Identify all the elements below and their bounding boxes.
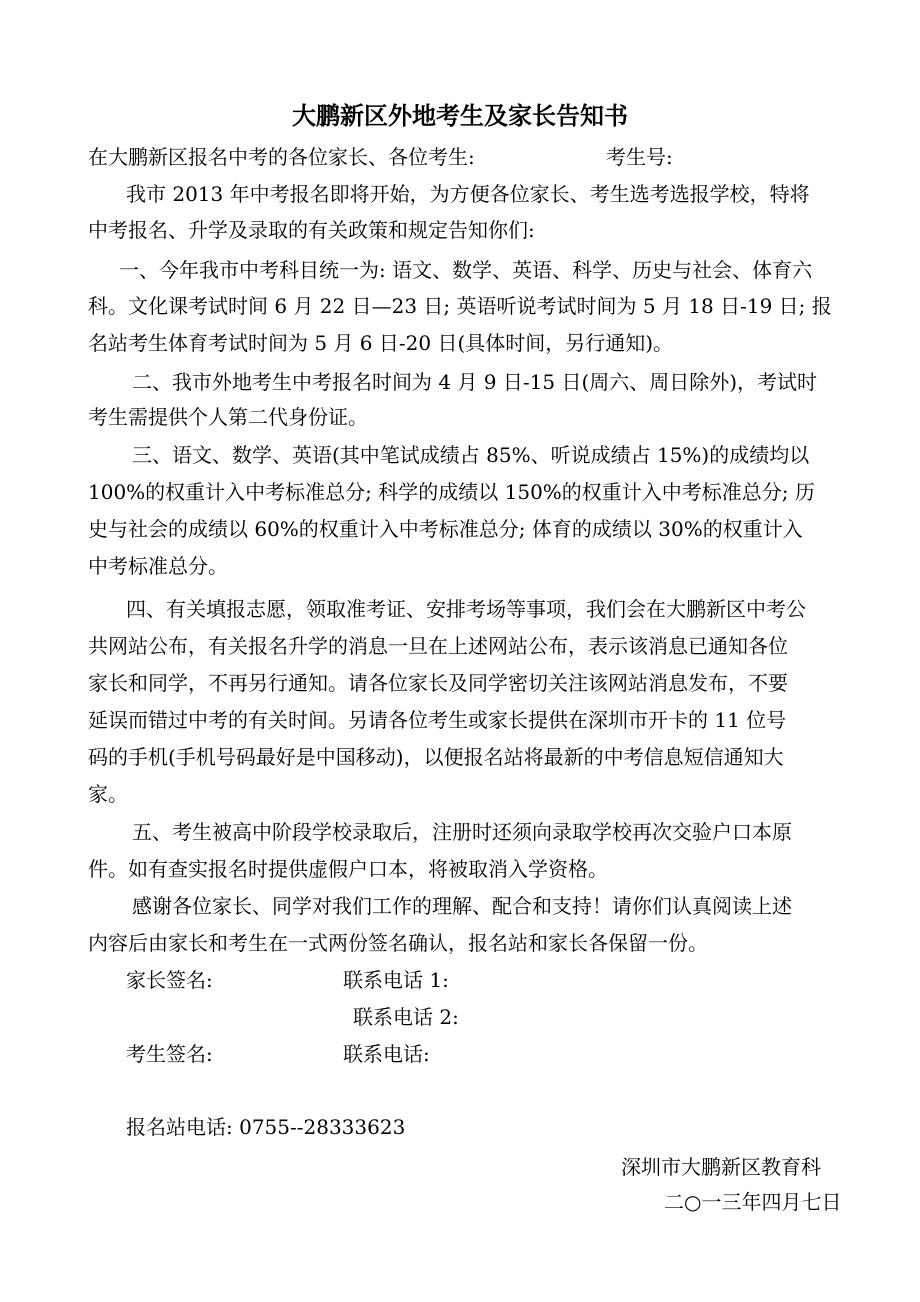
section4-line-5: 码的手机(手机号码最好是中国移动)，以便报名站将最新的中考信息短信通知大 <box>88 745 784 769</box>
document-title: 大鹏新区外地考生及家长告知书 <box>292 101 628 130</box>
section2-line-2: 考生需提供个人第二代身份证。 <box>88 405 368 429</box>
section4-line-6: 家。 <box>88 782 128 806</box>
section2-line-1: 二、我市外地考生中考报名时间为 4 月 9 日-15 日(周六、周日除外)，考试时 <box>132 370 818 394</box>
section1-line-3: 名站考生体育考试时间为 5 月 6 日-20 日(具体时间，另行通知)。 <box>88 331 674 355</box>
contact-phone-2-label: 联系电话 2: <box>353 1005 459 1029</box>
section3-line-2: 100%的权重计入中考标准总分; 科学的成绩以 150%的权重计入中考标准总分; 历 <box>88 480 815 504</box>
intro-line-1: 我市 2013 年中考报名即将开始，为方便各位家长、考生选考选报学校，特将 <box>126 182 810 206</box>
intro-line-2: 中考报名、升学及录取的有关政策和规定告知你们: <box>88 218 535 242</box>
contact-phone-1-label: 联系电话 1: <box>343 968 449 992</box>
station-phone: 报名站电话: 0755--28333623 <box>126 1115 406 1139</box>
exam-number-label: 考生号: <box>606 145 673 169</box>
thanks-line-1: 感谢各位家长、同学对我们工作的理解、配合和支持！请你们认真阅读上述 <box>132 894 792 918</box>
section3-line-4: 中考标准总分。 <box>88 554 228 578</box>
section5-line-1: 五、考生被高中阶段学校录取后，注册时还须向录取学校再次交验户口本原 <box>132 820 792 844</box>
salutation: 在大鹏新区报名中考的各位家长、各位考生: <box>88 145 475 169</box>
section4-line-1: 四、有关填报志愿，领取准考证、安排考场等事项，我们会在大鹏新区中考公 <box>126 597 806 621</box>
contact-phone-label: 联系电话: <box>343 1042 430 1066</box>
section3-line-1: 三、语文、数学、英语(其中笔试成绩占 85%、听说成绩占 15%)的成绩均以 <box>132 443 810 467</box>
section4-line-4: 延误而错过中考的有关时间。另请各位考生或家长提供在深圳市开卡的 11 位号 <box>88 708 787 732</box>
parent-signature-label: 家长签名: <box>126 968 213 992</box>
issue-date: 二○一三年四月七日 <box>664 1190 842 1214</box>
section1-line-2: 科。文化课考试时间 6 月 22 日—23 日; 英语听说考试时间为 5 月 18 日-19 日; 报 <box>88 294 832 318</box>
section3-line-3: 史与社会的成绩以 60%的权重计入中考标准总分; 体育的成绩以 30%的权重计入 <box>88 517 803 541</box>
issuer: 深圳市大鹏新区教育科 <box>621 1155 821 1179</box>
section4-line-2: 共网站公布，有关报名升学的消息一旦在上述网站公布，表示该消息已通知各位 <box>88 634 788 658</box>
student-signature-label: 考生签名: <box>126 1042 213 1066</box>
section1-line-1: 一、今年我市中考科目统一为: 语文、数学、英语、科学、历史与社会、体育六 <box>119 258 813 282</box>
section4-line-3: 家长和同学，不再另行通知。请各位家长及同学密切关注该网站消息发布，不要 <box>88 671 788 695</box>
thanks-line-2: 内容后由家长和考生在一式两份签名确认，报名站和家长各保留一份。 <box>88 931 708 955</box>
section5-line-2: 件。如有查实报名时提供虚假户口本，将被取消入学资格。 <box>88 857 608 881</box>
